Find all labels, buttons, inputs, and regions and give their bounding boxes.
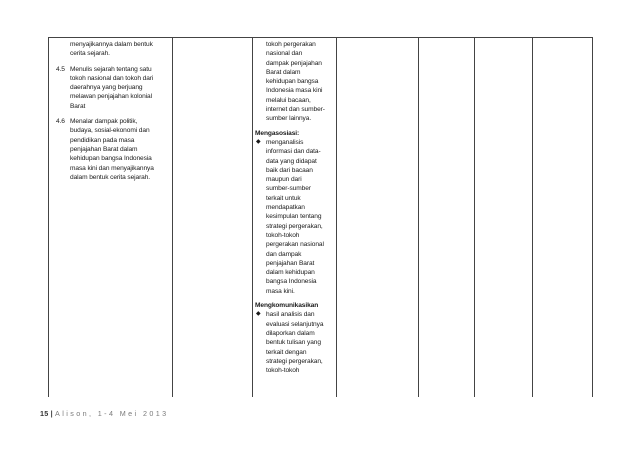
table-border-left	[48, 37, 49, 397]
text-line: Barat	[70, 102, 86, 110]
text-line: hasil analisis dan	[266, 311, 315, 319]
text-line: kehidupan bangsa	[266, 78, 319, 86]
text-line: budaya, sosial-ekonomi dan	[70, 127, 150, 135]
kd-number: 4.6	[56, 118, 65, 126]
text-line: data yang didapat	[266, 157, 317, 165]
text-line: terkait dengan	[266, 348, 307, 356]
text-line: dalam bentuk cerita sejarah.	[70, 173, 151, 181]
text-line: internet dan sumber-	[266, 106, 325, 114]
text-line: pendidikan pada masa	[70, 136, 135, 144]
text-line: Menalar dampak politik,	[70, 118, 138, 126]
column-divider-4	[418, 37, 419, 397]
text-line: menganalisis	[266, 138, 304, 146]
text-line: strategi pergerakan,	[266, 357, 323, 365]
text-line: evaluasi selanjutnya	[266, 320, 324, 328]
text-line: masa kini dan menyajikannya	[70, 164, 154, 172]
section-heading-mengasosiasi: Mengasosiasi:	[255, 129, 300, 137]
text-line: daerahnya yang berjuang	[70, 84, 143, 92]
text-line: dan dampak	[266, 250, 302, 258]
footer-author-date: Alison, 1-4 Mei 2013	[55, 409, 169, 418]
text-line: melawan penjajahan kolonial	[70, 93, 152, 101]
text-line: Indonesia masa kini	[266, 87, 323, 95]
page-footer	[40, 409, 169, 418]
text-line: sumber lainnya.	[266, 115, 312, 123]
text-line: mendapatkan	[266, 204, 305, 212]
text-line: penjajahan Barat dalam	[70, 145, 138, 153]
column-divider-1	[172, 37, 173, 397]
text-line: strategi pergerakan,	[266, 222, 323, 230]
text-line: menyajikannya dalam bentuk	[70, 41, 153, 48]
text-line: dilaporkan dalam	[266, 329, 315, 337]
text-line: maupun dari	[266, 176, 302, 184]
text-line: baik dari bacaan	[266, 166, 313, 174]
page-number: 15 |	[40, 409, 53, 418]
table-top-border	[48, 37, 593, 38]
table-border-right	[592, 37, 593, 397]
text-line: sumber-sumber	[266, 185, 311, 193]
kompetensi-dasar-cell	[56, 40, 171, 188]
text-line: tokoh nasional dan tokoh dari	[70, 74, 154, 82]
text-line: bangsa Indonesia	[266, 278, 317, 286]
text-line: Menulis sejarah tentang satu	[70, 65, 152, 73]
text-line: kehidupan bangsa Indonesia	[70, 155, 152, 163]
column-divider-2	[252, 37, 253, 397]
text-line: cerita sejarah.	[70, 50, 110, 58]
kd-item-4-6	[56, 117, 171, 182]
kg-intro	[255, 40, 337, 124]
text-line: tokoh pergerakan	[266, 41, 316, 48]
column-divider-5	[474, 37, 475, 397]
text-line: informasi dan data-	[266, 148, 321, 156]
text-line: terkait untuk	[266, 194, 301, 202]
text-line: masa kini.	[266, 287, 295, 295]
text-line: Barat dalam	[266, 68, 301, 76]
text-line: penjajahan Barat	[266, 259, 315, 267]
text-line: nasional dan	[266, 50, 303, 58]
column-divider-6	[532, 37, 533, 397]
section-heading-mengkomunikasikan: Mengkomunikasikan	[255, 302, 319, 310]
text-line: dampak penjajahan	[266, 59, 322, 67]
kd-continuation	[56, 40, 171, 59]
mengkomunikasikan-bullet-item	[255, 310, 337, 375]
text-line: tokoh-tokoh	[266, 231, 300, 239]
text-line: melalui bacaan,	[266, 96, 311, 104]
kd-item-4-5	[56, 65, 171, 111]
text-line: pergerakan nasional	[266, 241, 324, 249]
kd-number: 4.5	[56, 65, 65, 73]
kegiatan-pembelajaran-cell	[255, 40, 337, 375]
text-line: kesimpulan tentang	[266, 213, 322, 221]
diamond-bullet-icon: ◆	[256, 138, 261, 145]
mengasosiasi-bullet-item	[255, 138, 337, 296]
text-line: tokoh-tokoh	[266, 367, 300, 375]
text-line: dalam kehidupan	[266, 269, 315, 277]
diamond-bullet-icon: ◆	[256, 311, 261, 318]
text-line: bentuk tulisan yang	[266, 339, 321, 347]
